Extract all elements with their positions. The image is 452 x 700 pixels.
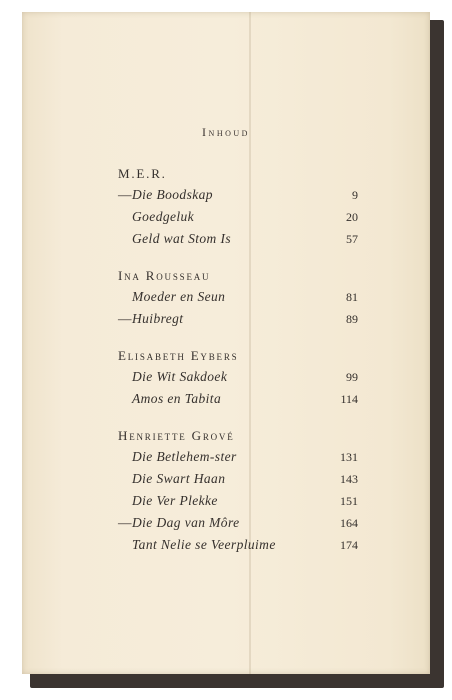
page-number: 174 — [340, 538, 358, 552]
page-number: 131 — [340, 450, 358, 464]
pencil-mark: — — [118, 515, 132, 530]
author-name: Elisabeth Eybers — [118, 348, 239, 363]
story-title: Die Ver Plekke — [132, 493, 218, 508]
page-number: 114 — [340, 392, 358, 406]
author-name: M.E.R. — [118, 166, 167, 181]
list-item — [118, 490, 358, 512]
page-number: 99 — [346, 370, 358, 384]
list-item — [118, 534, 358, 556]
story-title: Tant Nelie se Veerpluime — [132, 537, 276, 552]
list-item — [118, 184, 358, 206]
list-item — [118, 468, 358, 490]
list-item — [118, 388, 358, 410]
story-title: Die Boodskap — [132, 187, 213, 202]
list-item — [118, 206, 358, 228]
story-title: Die Dag van Môre — [132, 515, 240, 530]
author-section — [118, 426, 358, 556]
page-number: 89 — [346, 312, 358, 326]
list-item — [118, 228, 358, 250]
story-title: Geld wat Stom Is — [132, 231, 232, 246]
story-title: Moeder en Seun — [132, 289, 226, 304]
page-number: 57 — [346, 232, 358, 246]
page-number: 9 — [352, 188, 358, 202]
story-title: Huibregt — [132, 311, 184, 326]
author-section — [118, 164, 358, 250]
story-title: Die Swart Haan — [132, 471, 226, 486]
book-page — [22, 12, 430, 674]
page-number: 151 — [340, 494, 358, 508]
pencil-mark: — — [118, 311, 132, 326]
author-name: Henriette Grové — [118, 428, 235, 443]
story-title: Goedgeluk — [132, 209, 195, 224]
contents-heading: Inhoud — [202, 125, 250, 139]
author-section — [118, 346, 358, 410]
page-number: 164 — [340, 516, 358, 530]
author-name: Ina Rousseau — [118, 268, 211, 283]
list-item — [118, 366, 358, 388]
author-section — [118, 266, 358, 330]
page-number: 81 — [346, 290, 358, 304]
list-item — [118, 286, 358, 308]
list-item — [118, 512, 358, 534]
pencil-mark: — — [118, 187, 132, 202]
story-title: Die Betlehem-ster — [132, 449, 237, 464]
story-title: Amos en Tabita — [132, 391, 222, 406]
page-number: 143 — [340, 472, 358, 486]
page-number: 20 — [346, 210, 358, 224]
list-item — [118, 446, 358, 468]
list-item — [118, 308, 358, 330]
table-of-contents — [118, 164, 358, 572]
story-title: Die Wit Sakdoek — [132, 369, 228, 384]
